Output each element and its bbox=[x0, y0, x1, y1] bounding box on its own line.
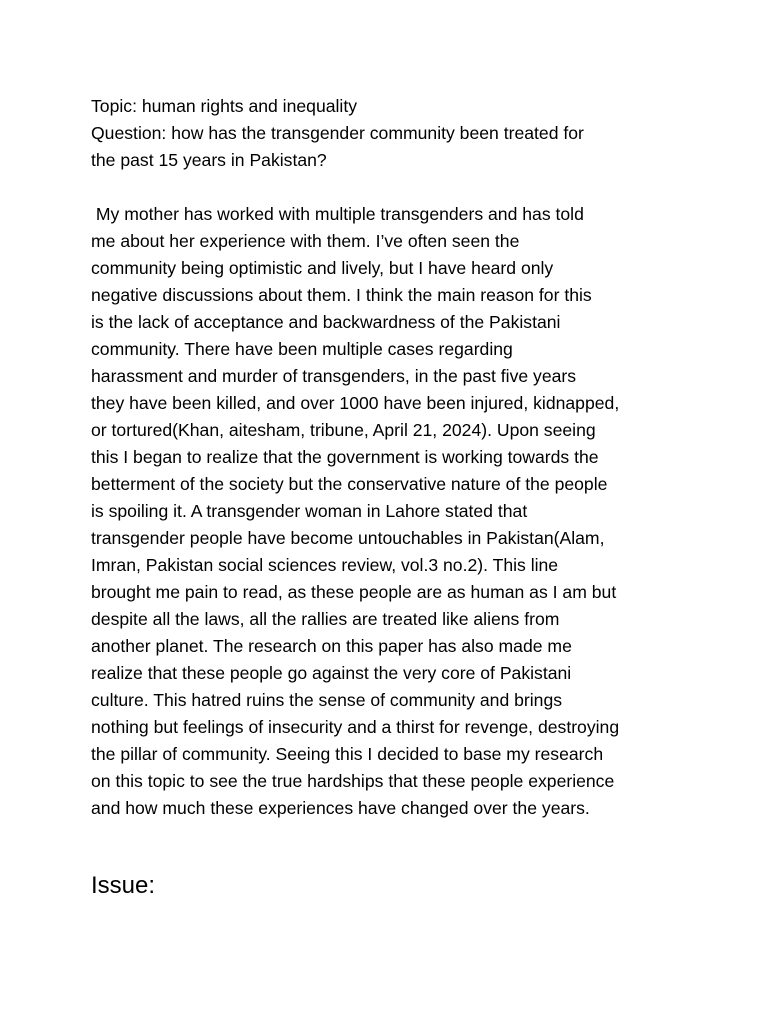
paragraph-line: is spoiling it. A transgender woman in Lahore stated that bbox=[91, 501, 528, 521]
paragraph-line: transgender people have become untouchables in Pakistan(Alam, bbox=[91, 528, 605, 548]
issue-heading: Issue: bbox=[91, 872, 156, 899]
paragraph-line: is the lack of acceptance and backwardness of the Pakistani bbox=[91, 312, 561, 332]
paragraph-line: community. There have been multiple cases regarding bbox=[91, 339, 513, 359]
paragraph-line: nothing but feelings of insecurity and a thirst for revenge, destroying bbox=[91, 717, 620, 737]
paragraph-line: despite all the laws, all the rallies are treated like aliens from bbox=[91, 609, 560, 629]
paragraph-line: on this topic to see the true hardships that these people experience bbox=[91, 771, 615, 791]
paragraph-line: realize that these people go against the very core of Pakistani bbox=[91, 663, 572, 683]
paragraph-line: me about her experience with them. I’ve often seen the bbox=[91, 231, 520, 251]
paragraph-line: the pillar of community. Seeing this I decided to base my research bbox=[91, 744, 604, 764]
paragraph-line: another planet. The research on this paper has also made me bbox=[91, 636, 572, 656]
paragraph-line: brought me pain to read, as these people are as human as I am but bbox=[91, 582, 617, 602]
paragraph-line: My mother has worked with multiple transgenders and has told bbox=[91, 204, 584, 224]
body-paragraph bbox=[91, 201, 691, 822]
paragraph-line: harassment and murder of transgenders, in the past five years bbox=[91, 366, 577, 386]
paragraph-line: culture. This hatred ruins the sense of community and brings bbox=[91, 690, 563, 710]
paragraph-spacer bbox=[91, 174, 691, 201]
topic-line: Topic: human rights and inequality bbox=[91, 96, 358, 116]
paragraph-line: community being optimistic and lively, but I have heard only bbox=[91, 258, 554, 278]
paragraph-line: this I began to realize that the government is working towards the bbox=[91, 447, 599, 467]
paragraph-line: they have been killed, and over 1000 have been injured, kidnapped, bbox=[91, 393, 620, 413]
paragraph-line: negative discussions about them. I think the main reason for this bbox=[91, 285, 592, 305]
paragraph-line: and how much these experiences have changed over the years. bbox=[91, 798, 590, 818]
paragraph-line: betterment of the society but the conservative nature of the people bbox=[91, 474, 608, 494]
document-body bbox=[91, 93, 691, 822]
paragraph-line: or tortured(Khan, aitesham, tribune, April 21, 2024). Upon seeing bbox=[91, 420, 596, 440]
question-line: Question: how has the transgender community been treated for bbox=[91, 123, 584, 143]
question-line: the past 15 years in Pakistan? bbox=[91, 150, 327, 170]
paragraph-line: Imran, Pakistan social sciences review, vol.3 no.2). This line bbox=[91, 555, 559, 575]
